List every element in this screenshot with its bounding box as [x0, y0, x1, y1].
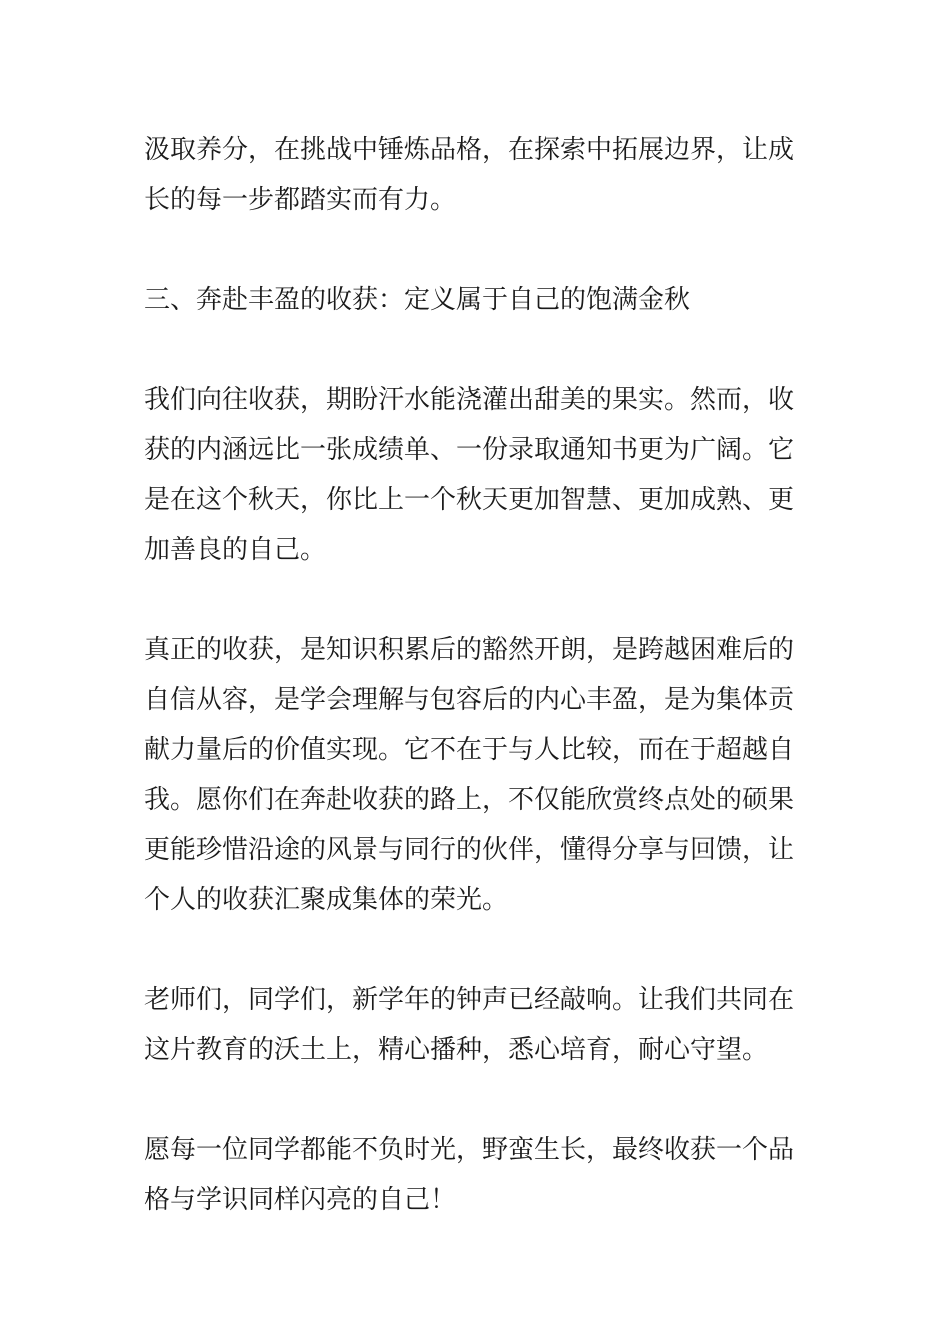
paragraph-3-line-2: 获的内涵远比一张成绩单、一份录取通知书更为广阔。它 [144, 435, 795, 465]
paragraph-4-line-1: 真正的收获，是知识积累后的豁然开朗，是跨越困难后的 [144, 635, 795, 665]
paragraph-1-line-1: 汲取养分，在挑战中锤炼品格，在探索中拓展边界，让成 [144, 135, 795, 165]
paragraph-5-line-2: 这片教育的沃土上，精心播种，悉心培育，耐心守望。 [144, 1035, 769, 1065]
section-heading: 三、奔赴丰盈的收获：定义属于自己的饱满金秋 [144, 285, 691, 315]
paragraph-6-line-1: 愿每一位同学都能不负时光，野蛮生长，最终收获一个品 [144, 1135, 795, 1165]
paragraph-3-line-1: 我们向往收获，期盼汗水能浇灌出甜美的果实。然而，收 [144, 385, 795, 415]
paragraph-3-line-3: 是在这个秋天，你比上一个秋天更加智慧、更加成熟、更 [144, 485, 795, 515]
paragraph-4-line-5: 更能珍惜沿途的风景与同行的伙伴，懂得分享与回馈，让 [144, 835, 795, 865]
paragraph-4-line-6: 个人的收获汇聚成集体的荣光。 [144, 885, 509, 915]
paragraph-4-line-3: 献力量后的价值实现。它不在于与人比较，而在于超越自 [144, 735, 795, 765]
paragraph-4-line-4: 我。愿你们在奔赴收获的路上，不仅能欣赏终点处的硕果 [144, 785, 795, 815]
paragraph-6-line-2: 格与学识同样闪亮的自己！ [144, 1185, 457, 1215]
paragraph-1-line-2: 长的每一步都踏实而有力。 [144, 185, 457, 215]
paragraph-4-line-2: 自信从容，是学会理解与包容后的内心丰盈，是为集体贡 [144, 685, 795, 715]
paragraph-3-line-4: 加善良的自己。 [144, 535, 327, 565]
paragraph-5-line-1: 老师们，同学们，新学年的钟声已经敲响。让我们共同在 [144, 985, 795, 1015]
